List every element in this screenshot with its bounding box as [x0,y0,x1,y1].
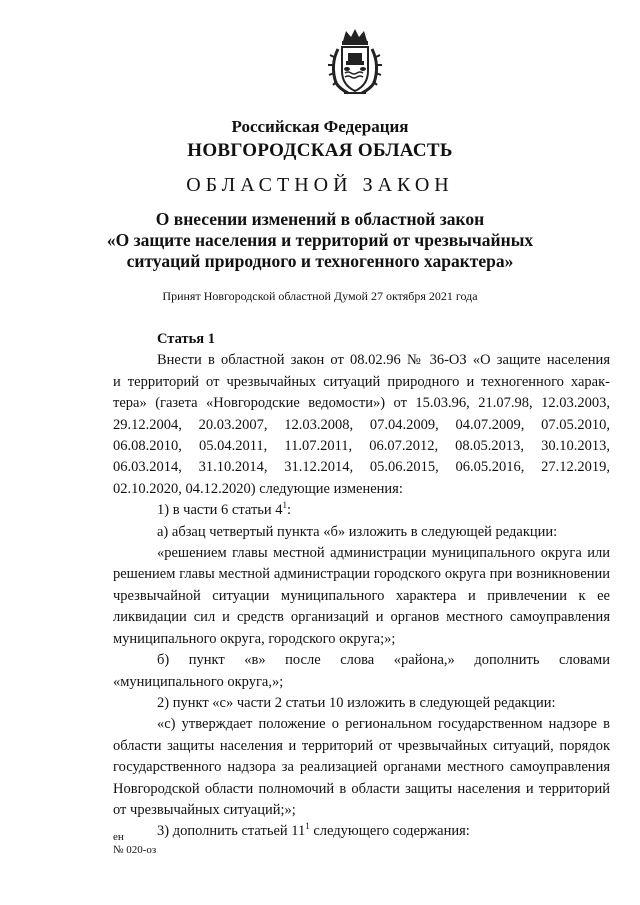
law-title-line: «О защите населения и территорий от чрезвычайных [106,230,534,250]
paragraph-line: 29.12.2004, 20.03.2007, 12.03.2008, 07.04.2009, 04.07.2009, 07.05.2010, [113,416,610,433]
paragraph-line: и территорий от чрезвычайных ситуаций природного и техногенного харак- [113,373,610,390]
article-heading: Статья 1 [157,331,215,347]
footer-initials: ен [113,831,124,843]
amendment-item: б) пункт «в» после слова «района,» дополнить словами «муниципального округа,»; [113,652,610,690]
country-name: Российская Федерация [231,117,409,136]
region-name: НОВГОРОДСКАЯ ОБЛАСТЬ [187,140,453,161]
law-title [0,209,640,272]
amendment-item-text: : [287,502,292,519]
law-title-line: О внесении изменений в областной закон [155,209,485,229]
adoption-note: Принят Новгородской областной Думой 27 октября 2021 года [162,289,478,303]
amendment-item-text: 3) дополнить статьей 11 [157,823,306,840]
footer-number: № 020-оз [113,844,157,856]
quoted-text: «решением главы местной администрации муниципального округа или решением главы местной администрации городского округа при возникновении чрезвычайной ситуации муниципального характера и привлечении к ее ликвидации сил и средств организаций и органов местного самоуправления муниципального округа, городского округа;»; [113,545,610,647]
superscript: 1 [305,821,310,832]
paragraph-line: 02.10.2020, 04.12.2020) следующие изменения: [113,480,403,497]
law-type: ОБЛАСТНОЙ ЗАКОН [186,174,454,196]
coat-of-arms-icon [326,27,384,99]
amendment-item: 2) пункт «с» части 2 статьи 10 изложить в следующей редакции: [157,694,556,711]
paragraph-line: 06.03.2014, 31.10.2014, 31.12.2014, 05.06.2015, 06.05.2016, 27.12.2019, [113,459,610,476]
amendment-item-text: следующего содержания: [309,823,470,840]
superscript: 1 [282,500,288,511]
law-body [113,329,610,843]
amendment-item [113,500,610,521]
paragraph-line: Внести в областной закон от 08.02.96 № 36-ОЗ «О защите населения [157,352,610,369]
quoted-text: «с) утверждает положение о региональном государственном надзоре в области защиты населения и территорий от чрезвычайных ситуаций, порядок государственного надзора за реализацией органами местного самоуправления Новгородской области полномочий в области защиты населения и территорий от чрезвычайных ситуаций;»; [113,716,610,818]
paragraph-line: тера» (газета «Новгородские ведомости») от 15.03.96, 21.07.98, 12.03.2003, [113,395,610,412]
amendment-item [113,821,610,842]
amendment-item-text: 1) в части 6 статьи 4 [157,502,283,519]
footer [113,831,156,857]
law-title-line: ситуаций природного и техногенного характера» [126,251,514,271]
paragraph-line: 06.08.2010, 05.04.2011, 11.07.2011, 06.07.2012, 08.05.2013, 30.10.2013, [113,438,610,455]
amendment-item: а) абзац четвертый пункта «б» изложить в следующей редакции: [157,523,558,540]
